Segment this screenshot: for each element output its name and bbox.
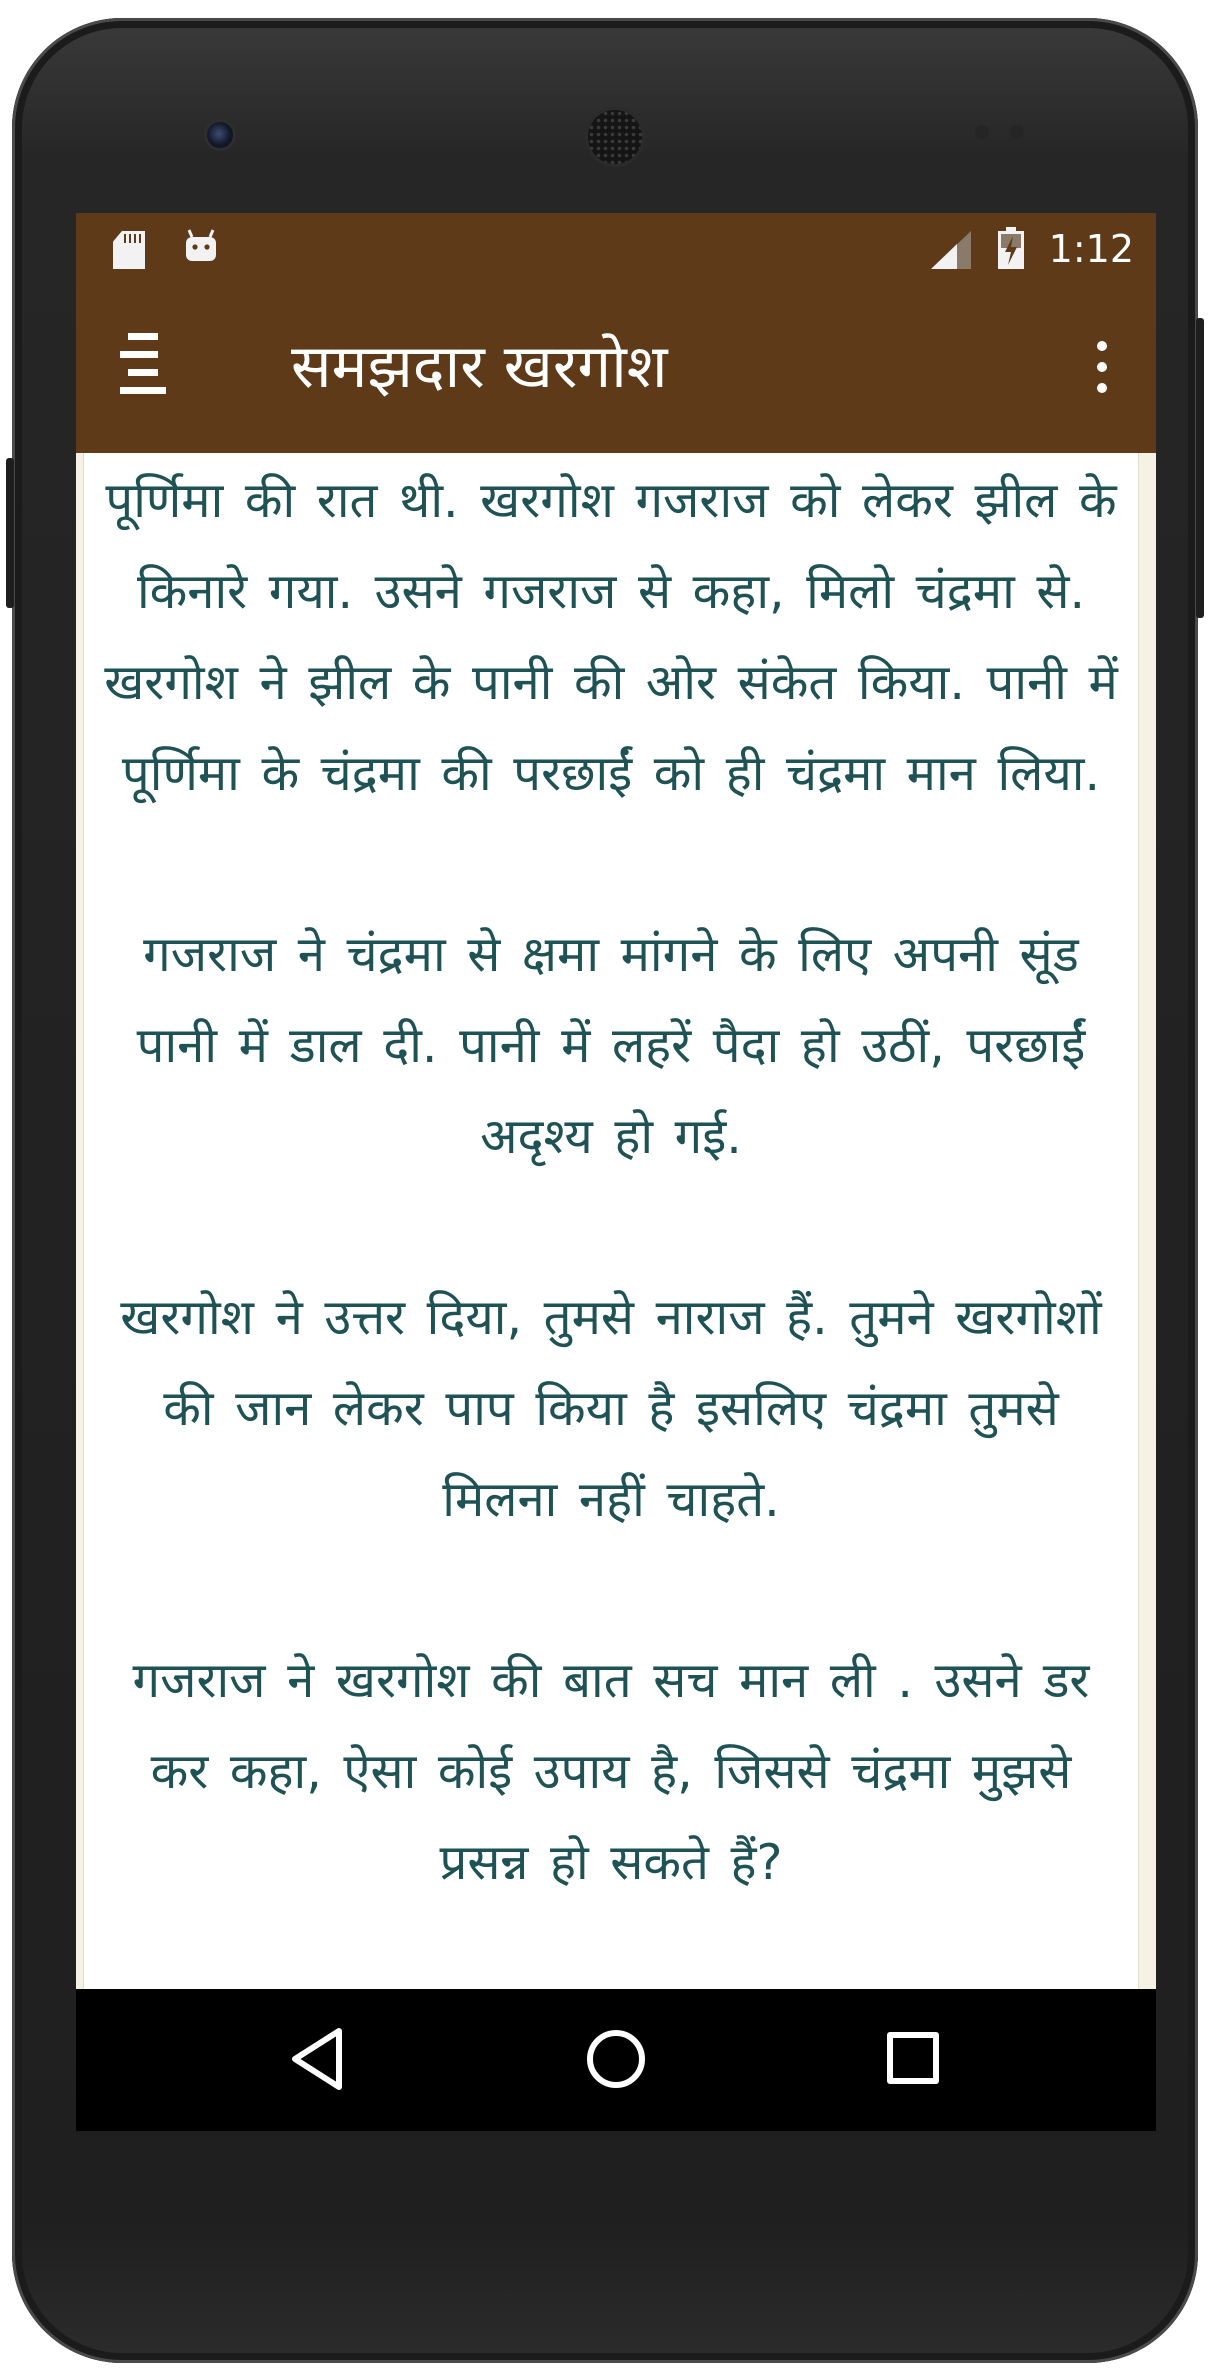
earpiece-speaker <box>588 110 642 164</box>
navigation-bar <box>76 1989 1156 2131</box>
story-paragraph: खरगोश ने उत्तर दिया, तुमसे नाराज हैं. तुमने खरगोशों की जान लेकर पाप किया है इसलिए चंद्रमा तुमसे मिलना नहीं चाहते. <box>120 1289 1102 1528</box>
light-sensor <box>1010 125 1024 139</box>
page-title: समझदार खरगोश <box>291 332 668 402</box>
signal-icon <box>931 231 971 269</box>
story-paragraph: गजराज ने खरगोश की बात सच मान ली . उसने डर कर कहा, ऐसा कोई उपाय है, जिससे चंद्रमा मुझसे प्रसन्न हो सकते हैं? <box>132 1652 1090 1891</box>
front-camera <box>207 122 233 148</box>
hamburger-menu-icon[interactable] <box>120 333 166 399</box>
story-text <box>84 455 1138 1908</box>
story-scroll-area[interactable] <box>76 453 1156 1989</box>
volume-button <box>1196 318 1204 618</box>
overflow-menu-icon[interactable] <box>1092 337 1112 397</box>
proximity-sensor <box>975 125 989 139</box>
power-button <box>6 458 14 608</box>
story-paragraph: गजराज ने चंद्रमा से क्षमा मांगने के लिए अपनी सूंड पानी में डाल दी. पानी में लहरें पैदा हो उठीं, परछाईं अदृश्य हो गई. <box>136 926 1086 1165</box>
phone-frame <box>12 18 1198 2363</box>
status-time: 1:12 <box>1048 227 1134 271</box>
home-circle-icon[interactable] <box>584 2027 648 2091</box>
recents-square-icon[interactable] <box>886 2031 942 2087</box>
battery-charging-icon <box>998 227 1024 269</box>
status-bar <box>76 213 1156 285</box>
android-icon <box>184 227 218 261</box>
back-triangle-icon[interactable] <box>289 2027 345 2091</box>
app-toolbar <box>76 285 1156 453</box>
story-paragraph: पूर्णिमा की रात थी. खरगोश गजराज को लेकर झील के किनारे गया. उसने गजराज से कहा, मिलो चंद्रमा से. खरगोश ने झील के पानी की ओर संकेत किया. पानी में पूर्णिमा के चंद्रमा की परछाईं को ही चंद्रमा मान लिया. <box>104 472 1118 802</box>
screen <box>76 213 1156 2131</box>
story-page <box>84 453 1138 1989</box>
sd-card-icon <box>113 231 145 269</box>
